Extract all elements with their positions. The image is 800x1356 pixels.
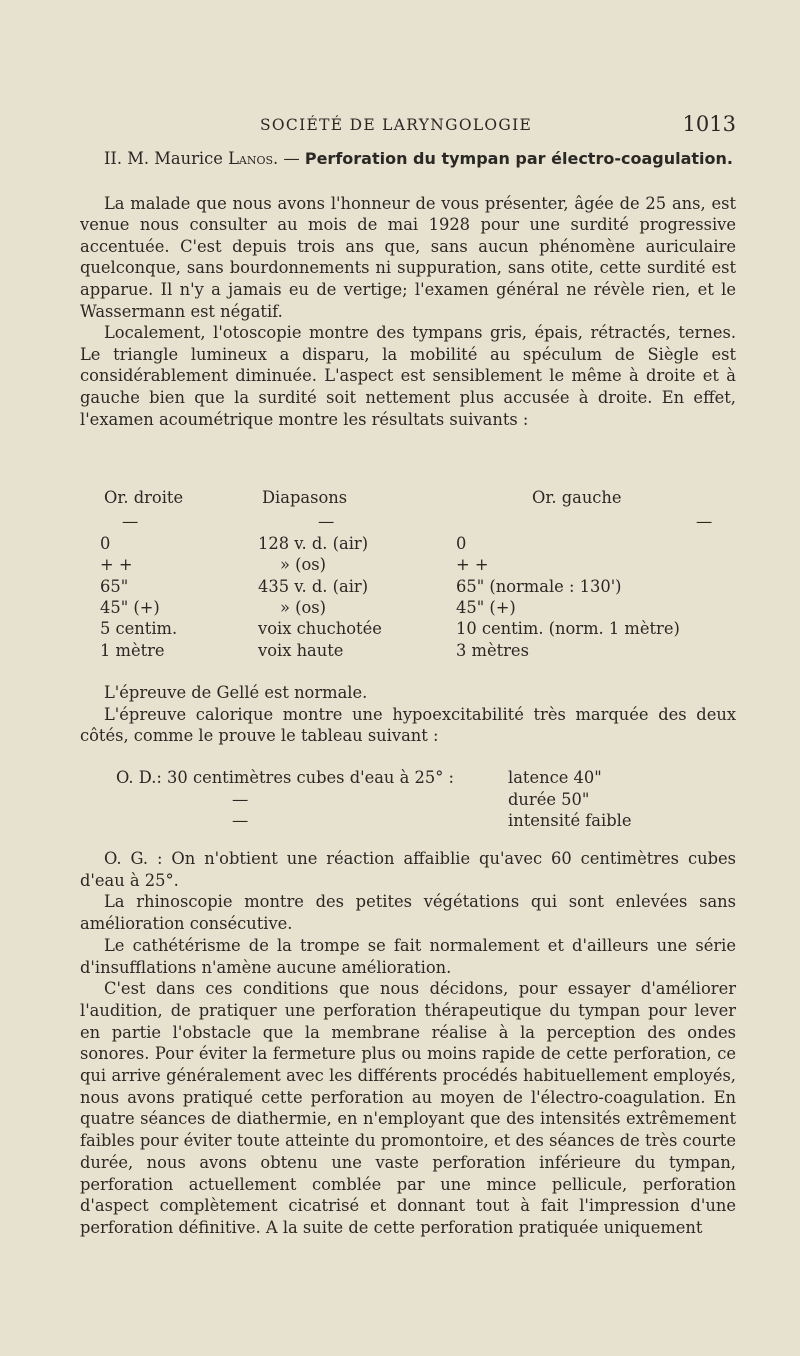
table-cell: 10 centim. (norm. 1 mètre): [456, 619, 680, 639]
table-cell: 1 mètre: [100, 640, 165, 660]
table-cell: 65": [100, 576, 129, 596]
table-row: [80, 618, 740, 639]
table-header-cell: Diapasons: [262, 488, 348, 507]
paragraph: O. G. : On n'obtient une réaction affaiblie qu'avec 60 centimètres cubes d'eau à 25°.: [80, 849, 736, 890]
table-row: [80, 640, 740, 661]
caloric-table: [80, 767, 736, 832]
article-intro: [80, 148, 736, 430]
table-cell: durée 50": [508, 789, 590, 809]
table-row: [80, 576, 740, 597]
paragraph: La malade que nous avons l'honneur de vous présenter, âgée de 25 ans, est venue nous consulter au mois de mai 1928 pour une surdité progressive accentuée. C'est depuis trois ans que, sans aucun phénomène auriculaire quelconque, sans bourdonnements ni suppuration, sans otite, cette surdité est apparue. Il n'y a jamais eu de vertige; l'examen général ne révèle rien, et le Wassermann est négatif.: [80, 193, 736, 321]
table-cell: 45" (+): [456, 598, 516, 618]
table-cell: voix haute: [258, 640, 344, 660]
table-row: [80, 554, 740, 575]
author-prefix: M. Maurice: [127, 149, 223, 168]
table-row: [80, 789, 736, 811]
table-cell: 128 v. d. (air): [258, 533, 369, 553]
table-cell: —: [232, 811, 249, 831]
table-cell: —: [122, 512, 139, 532]
page-number: 1013: [682, 112, 736, 136]
table-cell: + +: [456, 555, 489, 575]
table-dash-row: [80, 511, 740, 532]
table-cell: —: [318, 512, 335, 532]
heading-dash: —: [283, 149, 300, 168]
gelle-caloric-text: [80, 682, 736, 747]
running-title: SOCIÉTÉ DE LARYNGOLOGIE: [260, 116, 533, 134]
paragraph: Le cathétérisme de la trompe se fait normalement et d'ailleurs une série d'insufflations n'amène aucune amélioration.: [80, 935, 736, 977]
article-title: Perforation du tympan par électro-coagulation.: [304, 149, 733, 168]
table-cell: voix chuchotée: [258, 619, 382, 639]
table-row: [80, 533, 740, 554]
table-cell: 0: [456, 533, 467, 553]
table-cell: 435 v. d. (air): [258, 576, 369, 596]
table-cell: 3 mètres: [456, 640, 529, 660]
author-name: Lanos.: [228, 149, 279, 168]
paragraph: L'épreuve calorique montre une hypoexcitabilité très marquée des deux côtés, comme le prouve le tableau suivant :: [80, 704, 736, 746]
table-cell: 5 centim.: [100, 619, 178, 639]
table-row: [80, 767, 736, 789]
table-cell: » (os): [280, 598, 326, 618]
table-row: [80, 810, 736, 832]
table-cell: 65" (normale : 130'): [456, 576, 622, 596]
table-cell: + +: [100, 555, 133, 575]
table-cell: O. D.: 30 centimètres cubes d'eau à 25° :: [116, 768, 454, 787]
table-cell: intensité faible: [508, 811, 632, 831]
table-header-cell: Or. droite: [104, 488, 184, 507]
table-row: [80, 597, 740, 618]
paragraph: L'épreuve de Gellé est normale.: [104, 683, 368, 702]
table-cell: » (os): [280, 555, 326, 575]
article-heading: [80, 148, 736, 170]
acoumetry-table: [80, 487, 740, 661]
table-header-cell: Or. gauche: [532, 488, 622, 507]
paragraph: Localement, l'otoscopie montre des tympans gris, épais, rétractés, ternes. Le triangle lumineux a disparu, la mobilité au spéculum de Siègle est considérablement diminuée. L'aspect est sensiblement le même à droite et à gauche bien que la surdité soit nettement plus accusée à droite. En effet, l'examen acoumétrique montre les résultats suivants :: [80, 323, 736, 429]
paragraph: La rhinoscopie montre des petites végétations qui sont enlevées sans amélioration consécutive.: [80, 892, 736, 934]
article-number: II.: [104, 149, 123, 168]
paragraph: C'est dans ces conditions que nous décidons, pour essayer d'améliorer l'audition, de pratiquer une perforation thérapeutique du tympan pour lever en partie l'obstacle que la membrane réalise à la perception des ondes sonores. Pour éviter la fermeture plus ou moins rapide de cette perforation, ce qui arrive généralement avec les différents procédés habituellement employés, nous avons pratiqué cette perforation au moyen de l'électro-coagulation. En quatre séances de diathermie, en n'employant que des intensités extrêmement faibles pour éviter toute atteinte du promontoire, et des séances de très courte durée, nous avons obtenu une vaste perforation inférieure du tympan, perforation actuellement comblée par une mince pellicule, perforation d'aspect complètement cicatrisé et donnant tout à fait l'impression d'une perforation définitive. A la suite de cette perforation pratiquée uniquement: [80, 979, 736, 1237]
table-cell: —: [232, 789, 249, 809]
table-cell: —: [696, 512, 713, 532]
page-header: [80, 112, 736, 140]
article-continuation: [80, 848, 736, 1239]
table-cell: 45" (+): [100, 598, 160, 618]
table-header-row: [80, 487, 740, 508]
table-cell: 0: [100, 533, 111, 553]
table-cell: latence 40": [508, 768, 602, 787]
